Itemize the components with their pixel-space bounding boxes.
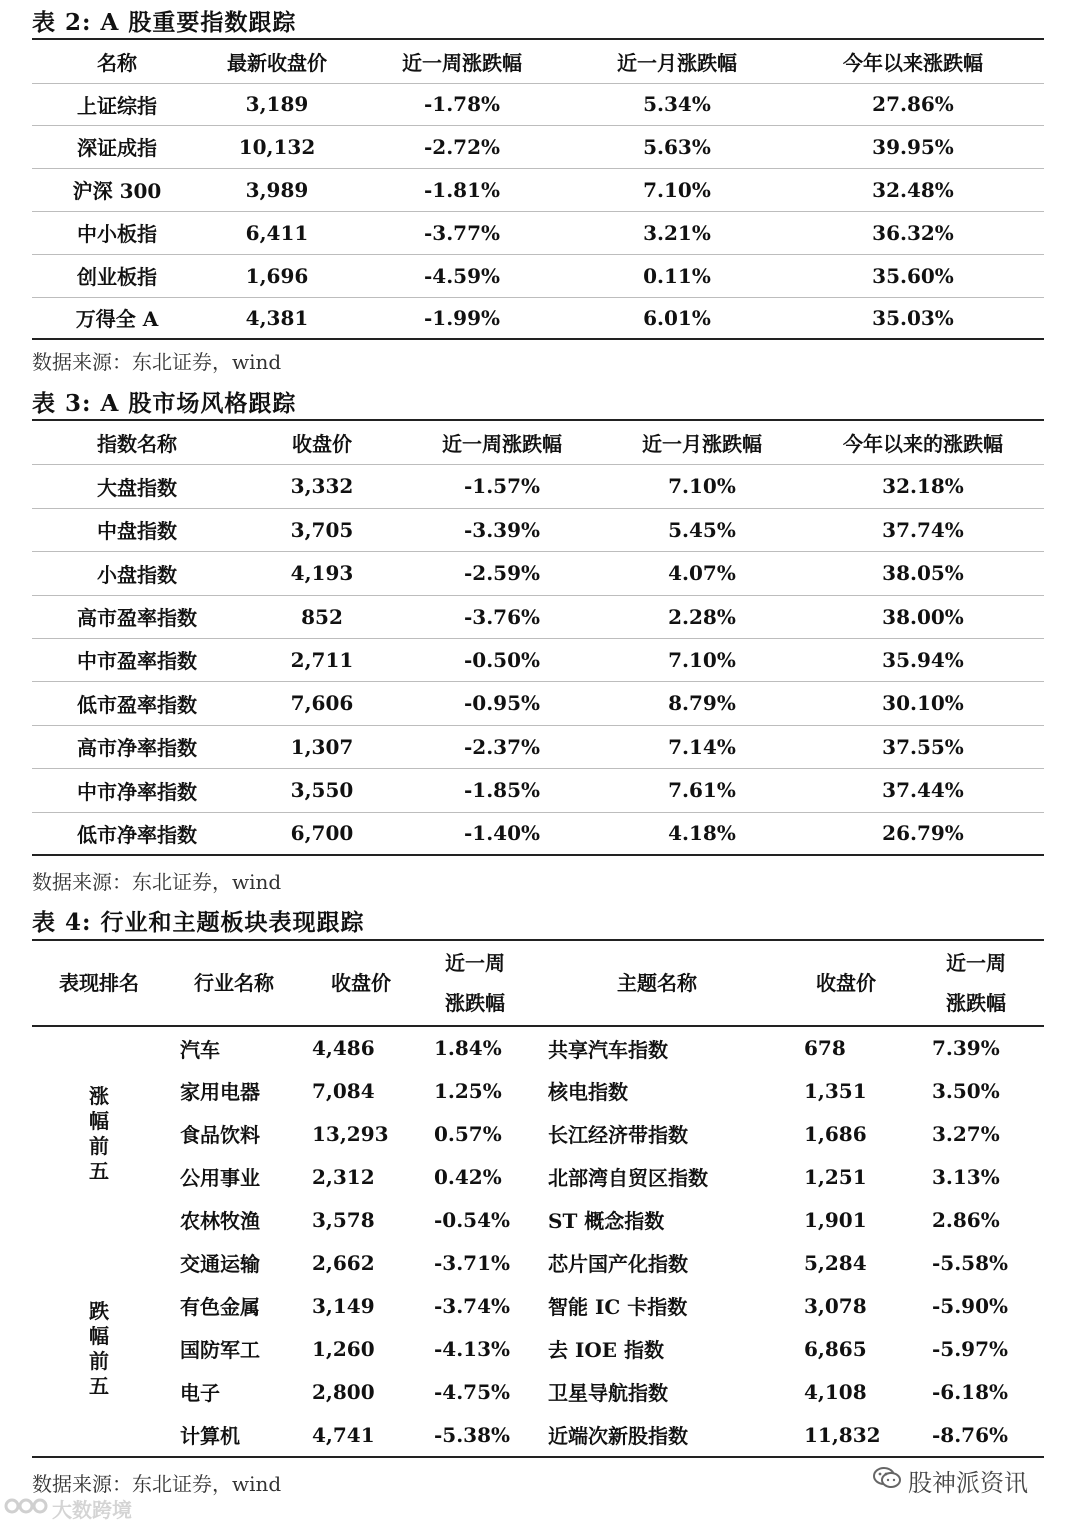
table4-cell: 5,284 xyxy=(804,1250,867,1275)
table2-cell: 39.95% xyxy=(782,125,1044,168)
table4-cell: 2,662 xyxy=(312,1250,375,1275)
table3-header: 指数名称 xyxy=(32,420,242,464)
table2-cell: 7.10% xyxy=(572,168,782,211)
table2-cell: -3.77% xyxy=(352,211,572,254)
table3-cell: -2.59% xyxy=(402,551,602,595)
table3-cell: 7.10% xyxy=(602,638,802,681)
corner-watermark xyxy=(4,1494,132,1523)
table4-header-weekly xyxy=(908,940,1044,1026)
table3-cell: 2,711 xyxy=(242,638,402,681)
wechat-watermark xyxy=(872,1463,1028,1498)
table3-cell: 3,550 xyxy=(242,768,402,812)
table4-header: 收盘价 xyxy=(784,940,908,1026)
table2-cell: 35.60% xyxy=(782,254,1044,297)
table4-cell: 去 IOE 指数 xyxy=(548,1338,664,1362)
table-row xyxy=(32,681,1044,725)
table3-cell: 中市盈率指数 xyxy=(32,638,242,681)
table3-header: 近一周涨跌幅 xyxy=(402,420,602,464)
table3-cell: 7.10% xyxy=(602,464,802,508)
table4-cell: 2,800 xyxy=(312,1379,375,1404)
table-row xyxy=(32,1413,1044,1457)
table4-cell: 共享汽车指数 xyxy=(548,1037,668,1062)
table2-cell: 35.03% xyxy=(872,305,954,330)
table2-cell: 36.32% xyxy=(782,211,1044,254)
table-row xyxy=(32,812,1044,855)
table3-cell: -1.57% xyxy=(402,464,602,508)
table3-source: 数据来源：东北证券，wind xyxy=(32,870,282,894)
table-row xyxy=(32,725,1044,768)
table-row xyxy=(32,1241,1044,1284)
table3-cell: 32.18% xyxy=(802,464,1044,508)
table4-header: 主题名称 xyxy=(530,940,784,1026)
table3-cell: 4.18% xyxy=(668,821,736,846)
table-row xyxy=(32,768,1044,812)
table4-cell: 3,149 xyxy=(312,1293,375,1318)
table4-cell: 3.13% xyxy=(932,1164,1000,1189)
table4 xyxy=(32,939,1044,1458)
wechat-icon xyxy=(872,1465,902,1497)
table3-cell: -0.50% xyxy=(402,638,602,681)
table4-cell: 1.25% xyxy=(434,1078,502,1103)
group-down-text: 跌幅前五 xyxy=(89,1298,109,1398)
group-label-down xyxy=(32,1241,166,1457)
table4-cell: -3.71% xyxy=(434,1250,511,1275)
table2-cell: 1,696 xyxy=(202,254,352,297)
table2-cell: 32.48% xyxy=(782,168,1044,211)
table-row xyxy=(32,211,1044,254)
table2-cell: 6.01% xyxy=(643,305,711,330)
table3-header: 收盘价 xyxy=(242,420,402,464)
table4-cell: 国防军工 xyxy=(180,1338,260,1362)
table4-cell: 汽车 xyxy=(180,1037,220,1062)
table4-cell: 3,578 xyxy=(312,1207,375,1232)
table2-cell: 深证成指 xyxy=(32,125,202,168)
table3-cell: 37.74% xyxy=(802,508,1044,551)
table4-cell: 1,260 xyxy=(312,1336,375,1361)
table4-cell: 1,686 xyxy=(804,1121,867,1146)
table-row xyxy=(32,1284,1044,1327)
table3-cell: -2.37% xyxy=(402,725,602,768)
table-row xyxy=(32,1155,1044,1198)
table2-header: 近一周涨跌幅 xyxy=(352,39,572,83)
table4-cell: 食品饮料 xyxy=(180,1123,260,1147)
table4-header: 近一周 xyxy=(445,951,505,975)
table3-cell: -3.76% xyxy=(402,595,602,638)
table3-cell: 35.94% xyxy=(802,638,1044,681)
table3-caption: 表 3: A 股市场风格跟踪 xyxy=(32,390,297,417)
table4-cell: 北部湾自贸区指数 xyxy=(548,1166,708,1190)
table3-cell: 5.45% xyxy=(602,508,802,551)
table4-cell: 4,741 xyxy=(312,1422,375,1447)
table4-cell: 3.27% xyxy=(932,1121,1000,1146)
table3-cell: 30.10% xyxy=(802,681,1044,725)
table3-cell: 8.79% xyxy=(602,681,802,725)
table4-cell: -5.38% xyxy=(434,1422,511,1447)
table-row xyxy=(32,1026,1044,1069)
table4-header: 表现排名 xyxy=(32,940,166,1026)
wechat-account-name: 股神派资讯 xyxy=(908,1469,1028,1497)
table2-cell: -1.78% xyxy=(352,83,572,125)
table2-cell: 10,132 xyxy=(202,125,352,168)
table4-header: 涨跌幅 xyxy=(946,991,1006,1015)
table2-cell: 27.86% xyxy=(782,83,1044,125)
corner-watermark-text: 大数跨境 xyxy=(52,1498,132,1522)
table4-cell: -8.76% xyxy=(932,1422,1009,1447)
table4-cell: 2,312 xyxy=(312,1164,375,1189)
table4-cell: 家用电器 xyxy=(180,1080,260,1104)
table4-cell: -4.13% xyxy=(434,1336,511,1361)
corner-logo-icon xyxy=(4,1494,48,1523)
table-row xyxy=(32,1370,1044,1413)
table2-header: 近一月涨跌幅 xyxy=(572,39,782,83)
table4-cell: 电子 xyxy=(180,1381,220,1405)
table-row xyxy=(32,83,1044,125)
table3-cell: 2.28% xyxy=(602,595,802,638)
table2-cell: 中小板指 xyxy=(32,211,202,254)
table3-cell: 38.00% xyxy=(802,595,1044,638)
table4-cell: -5.97% xyxy=(932,1336,1009,1361)
table4-cell: -5.90% xyxy=(932,1293,1009,1318)
table4-cell: 6,865 xyxy=(804,1336,867,1361)
table2-cell: 万得全 A xyxy=(75,307,159,332)
table-row xyxy=(32,168,1044,211)
table4-header: 行业名称 xyxy=(166,940,302,1026)
table3-cell: -3.39% xyxy=(402,508,602,551)
table4-cell: 1.84% xyxy=(434,1036,502,1060)
table3-header: 近一月涨跌幅 xyxy=(602,420,802,464)
table3-cell: 中盘指数 xyxy=(32,508,242,551)
table-row xyxy=(32,464,1044,508)
table4-cell: 0.42% xyxy=(434,1164,502,1189)
table4-cell: 1,901 xyxy=(804,1207,867,1232)
table4-cell: 交通运输 xyxy=(180,1252,260,1276)
table4-header: 涨跌幅 xyxy=(445,991,505,1015)
table2-source: 数据来源：东北证券，wind xyxy=(32,350,282,374)
table-row xyxy=(32,297,1044,339)
table-row xyxy=(32,551,1044,595)
table3-header: 今年以来的涨跌幅 xyxy=(802,420,1044,464)
table2-cell: 4,381 xyxy=(245,305,309,330)
table-row xyxy=(32,254,1044,297)
table4-cell: 2.86% xyxy=(932,1207,1000,1232)
table3-cell: 7.14% xyxy=(602,725,802,768)
table4-cell: 卫星导航指数 xyxy=(548,1381,668,1405)
table4-cell: 长江经济带指数 xyxy=(548,1123,688,1147)
table3-cell: 3,705 xyxy=(242,508,402,551)
table4-header-weekly xyxy=(420,940,530,1026)
table3-cell: 37.44% xyxy=(802,768,1044,812)
table2-cell: 0.11% xyxy=(572,254,782,297)
table4-cell: 3.50% xyxy=(932,1078,1000,1103)
group-label-up xyxy=(32,1026,166,1241)
table4-cell: 公用事业 xyxy=(180,1166,260,1190)
table3-cell: 7.61% xyxy=(602,768,802,812)
table3-cell: 38.05% xyxy=(802,551,1044,595)
table4-cell: 农林牧渔 xyxy=(180,1209,260,1233)
table4-header: 收盘价 xyxy=(302,940,420,1026)
table3-cell: 852 xyxy=(242,595,402,638)
table3-cell: -1.40% xyxy=(463,821,540,846)
table4-cell: 计算机 xyxy=(180,1424,240,1448)
table4-source: 数据来源：东北证券，wind xyxy=(32,1472,282,1496)
table4-cell: ST 概念指数 xyxy=(548,1209,665,1233)
table3-cell: 高市净率指数 xyxy=(32,725,242,768)
table3-cell: 低市盈率指数 xyxy=(32,681,242,725)
table4-cell: 近端次新股指数 xyxy=(548,1424,688,1448)
table3-cell: 1,307 xyxy=(242,725,402,768)
table3-cell: 7,606 xyxy=(242,681,402,725)
table4-cell: 1,351 xyxy=(804,1078,867,1103)
table2-cell: -1.81% xyxy=(352,168,572,211)
table3-cell: 低市净率指数 xyxy=(77,822,197,847)
table2-cell: 3,189 xyxy=(202,83,352,125)
table3-cell: 26.79% xyxy=(882,821,964,846)
table4-cell: 有色金属 xyxy=(180,1295,260,1319)
table4-cell: 11,832 xyxy=(804,1422,881,1447)
table4-cell: 芯片国产化指数 xyxy=(548,1252,688,1276)
table4-cell: 智能 IC 卡指数 xyxy=(548,1295,688,1319)
table3-cell: -0.95% xyxy=(402,681,602,725)
group-up-text: 涨幅前五 xyxy=(89,1084,109,1183)
table2-header: 今年以来涨跌幅 xyxy=(782,39,1044,83)
table3-cell: -1.85% xyxy=(402,768,602,812)
table-row xyxy=(32,125,1044,168)
table3-cell: 大盘指数 xyxy=(32,464,242,508)
table3-cell: 高市盈率指数 xyxy=(32,595,242,638)
table4-caption: 表 4: 行业和主题板块表现跟踪 xyxy=(32,909,365,936)
table2-header: 名称 xyxy=(32,39,202,83)
table-row xyxy=(32,1327,1044,1370)
table2-cell: 上证综指 xyxy=(32,83,202,125)
table3 xyxy=(32,419,1044,856)
table4-cell: -0.54% xyxy=(434,1207,511,1232)
table-row xyxy=(32,1198,1044,1241)
table-row xyxy=(32,508,1044,551)
table-row xyxy=(32,595,1044,638)
table4-cell: -6.18% xyxy=(932,1379,1009,1404)
table4-cell: 7.39% xyxy=(932,1036,1000,1060)
table2-cell: -1.99% xyxy=(423,305,500,330)
table2-cell: 5.34% xyxy=(572,83,782,125)
table4-cell: 核电指数 xyxy=(548,1080,628,1104)
table4-cell: -3.74% xyxy=(434,1293,511,1318)
table4-cell: 3,078 xyxy=(804,1293,867,1318)
table4-cell: -4.75% xyxy=(434,1379,511,1404)
table4-cell: 678 xyxy=(804,1036,846,1060)
table-row xyxy=(32,1112,1044,1155)
table4-cell: 13,293 xyxy=(312,1121,389,1146)
table2-cell: 6,411 xyxy=(202,211,352,254)
table2-cell: 创业板指 xyxy=(32,254,202,297)
table3-cell: 中市净率指数 xyxy=(32,768,242,812)
table4-cell: 7,084 xyxy=(312,1078,375,1103)
table2-cell: 沪深 300 xyxy=(32,168,202,211)
table2-cell: 3,989 xyxy=(202,168,352,211)
table3-cell: 3,332 xyxy=(242,464,402,508)
table3-cell: 4,193 xyxy=(242,551,402,595)
table2-cell: 3.21% xyxy=(572,211,782,254)
table4-header: 近一周 xyxy=(946,951,1006,975)
table2-cell: -4.59% xyxy=(352,254,572,297)
table4-cell: -5.58% xyxy=(932,1250,1009,1275)
table2-cell: 5.63% xyxy=(572,125,782,168)
table2 xyxy=(32,38,1044,340)
table2-caption: 表 2: A 股重要指数跟踪 xyxy=(32,9,297,36)
table2-cell: -2.72% xyxy=(352,125,572,168)
table3-cell: 4.07% xyxy=(602,551,802,595)
table3-cell: 小盘指数 xyxy=(32,551,242,595)
table4-cell: 1,251 xyxy=(804,1164,867,1189)
table-row xyxy=(32,638,1044,681)
table4-cell: 0.57% xyxy=(434,1121,502,1146)
table2-header: 最新收盘价 xyxy=(202,39,352,83)
table3-cell: 37.55% xyxy=(802,725,1044,768)
table4-cell: 4,486 xyxy=(312,1036,375,1060)
table3-cell: 6,700 xyxy=(290,821,354,846)
table4-cell: 4,108 xyxy=(804,1379,867,1404)
table-row xyxy=(32,1069,1044,1112)
